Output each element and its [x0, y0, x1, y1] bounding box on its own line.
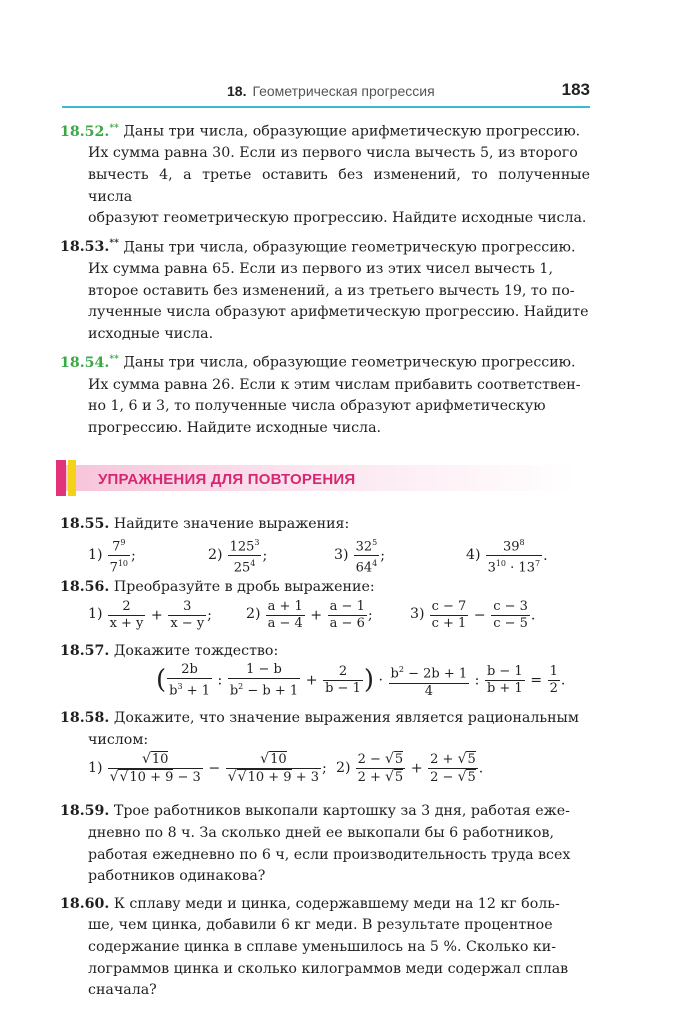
problem-18-53	[60, 234, 590, 346]
problem-line: лограммов цинка и сколько килограммов меди содержал сплав	[88, 960, 569, 977]
problem-number: 18.54.**	[60, 354, 119, 372]
problem-line: дневно по 8 ч. За сколько дней ее выкопали бы 6 работников,	[88, 825, 554, 842]
problem-line: содержание цинка в сплаве уменьшилось на 5 %. Сколько ки-	[88, 939, 557, 956]
expression-2: 2) $\frac{2 - √5}{2 + √5}$ + $\frac{2 + √5}{2 - √5}$ .	[336, 751, 484, 786]
problem-line: 18.55. Найдите значение выражения:	[60, 515, 350, 532]
page-header	[62, 80, 590, 108]
banner-title: УПРАЖНЕНИЯ ДЛЯ ПОВТОРЕНИЯ	[98, 470, 356, 488]
problem-18-60	[60, 894, 590, 1002]
problem-number: 18.56.	[60, 579, 110, 596]
problem-line: 18.52.** Даны три числа, образующие арифметическую прогрессию.	[60, 123, 581, 140]
problem-18-55	[60, 514, 590, 578]
expression-1: 1) $\frac{7^9}{7^{10}}$ ;	[88, 535, 136, 577]
problem-line: прогрессию. Найдите исходные числа.	[88, 419, 382, 436]
expression-3: 3) $\frac{c - 7}{c + 1}$ − $\frac{c - 3}{c - 5}$ .	[410, 598, 536, 631]
identity-expression	[88, 662, 590, 708]
problem-line: Их сумма равна 30. Если из первого числа вычесть 5, из второго	[88, 145, 578, 162]
problem-line: 18.59. Трое работников выкопали картошку за 3 дня, работая еже-	[60, 803, 570, 820]
problem-line: исходные числа.	[88, 325, 214, 342]
section-name: Геометрическая прогрессия	[252, 83, 435, 99]
review-exercises-banner	[56, 460, 590, 494]
problem-number: 18.58.	[60, 710, 110, 727]
problem-line: работников одинакова?	[88, 868, 266, 885]
section-title	[227, 83, 435, 99]
problem-line: 18.57. Докажите тождество:	[60, 642, 279, 659]
problem-number: 18.55.	[60, 515, 110, 532]
problem-line: 18.58. Докажите, что значение выражения является рациональным	[60, 710, 579, 727]
problem-line: 18.56. Преобразуйте в дробь выражение:	[60, 579, 375, 596]
expression-4: 4) $\frac{39^8}{3^{10} \cdot 13^7}$ .	[466, 535, 548, 577]
problem-number: 18.53.**	[60, 238, 119, 256]
expression-list	[88, 751, 590, 797]
page-number: 183	[561, 80, 590, 99]
expression-1: 1) $\frac{2}{x + y}$ + $\frac{3}{x - y}$ ;	[88, 598, 212, 631]
banner-yellow-stripe	[68, 460, 76, 496]
expression-1: 1) $\frac{√10}{√√10 + 9 - 3}$ − $\frac{√10}{√√10 + 9 + 3}$ ;	[88, 751, 327, 786]
problem-line: Их сумма равна 65. Если из первого из этих чисел вычесть 1,	[88, 261, 553, 278]
problem-line: числом:	[88, 731, 149, 748]
problem-line: сначала?	[88, 982, 157, 999]
problem-line: образуют геометрическую прогрессию. Найдите исходные числа.	[88, 210, 587, 227]
problem-18-58	[60, 708, 590, 797]
problem-line: ше, чем цинка, добавили 6 кг меди. В результате процентное	[88, 917, 553, 934]
problem-number: 18.59.	[60, 803, 110, 820]
problem-18-52	[60, 118, 590, 230]
identity: ( $\frac{2b}{b^3 + 1}$ : $\frac{1 - b}{b^2 - b + 1}$ + $\frac{2}{b - 1}$ ) · $\frac{b^2 - 2b + 1}{4}$ : $\frac{b - 1}{b + 1}$ = $\frac{1}{2}$ .	[156, 662, 566, 699]
problem-line: 18.53.** Даны три числа, образующие геометрическую прогрессию.	[60, 238, 576, 256]
problem-line: лученные числа образуют арифметическую прогрессию. Найдите	[88, 304, 589, 321]
problem-number: 18.52.**	[60, 123, 119, 140]
problem-18-56	[60, 577, 590, 641]
problem-line: Их сумма равна 26. Если к этим числам прибавить соответствен-	[88, 376, 581, 393]
section-number: 18.	[227, 83, 247, 99]
expression-list	[88, 599, 590, 641]
problem-line: но 1, 6 и 3, то полученные числа образуют арифметическую	[88, 398, 546, 415]
expression-2: 2) $\frac{125^3}{25^4}$ ;	[208, 535, 267, 577]
problem-number: 18.57.	[60, 642, 110, 659]
problem-line: работая ежедневно по 6 ч, если производительность труда всех	[88, 846, 571, 863]
expression-2: 2) $\frac{a + 1}{a - 4}$ + $\frac{a - 1}{a - 6}$ ;	[246, 598, 373, 631]
expression-3: 3) $\frac{32^5}{64^4}$ ;	[334, 535, 385, 577]
problem-18-57	[60, 641, 590, 709]
problem-number: 18.60.	[60, 895, 110, 912]
problem-line: вычесть 4, а третье оставить без изменений, то полученные числа	[88, 166, 590, 205]
problem-line: второе оставить без изменений, а из третьего вычесть 19, то по-	[88, 282, 575, 299]
expression-list	[88, 535, 590, 577]
problem-line: 18.54.** Даны три числа, образующие геометрическую прогрессию.	[60, 354, 576, 372]
problem-line: 18.60. К сплаву меди и цинка, содержавшему меди на 12 кг боль-	[60, 895, 560, 912]
page-content	[60, 118, 590, 1006]
problem-18-54	[60, 349, 590, 439]
banner-pink-stripe	[56, 460, 66, 496]
problem-18-59	[60, 801, 590, 887]
